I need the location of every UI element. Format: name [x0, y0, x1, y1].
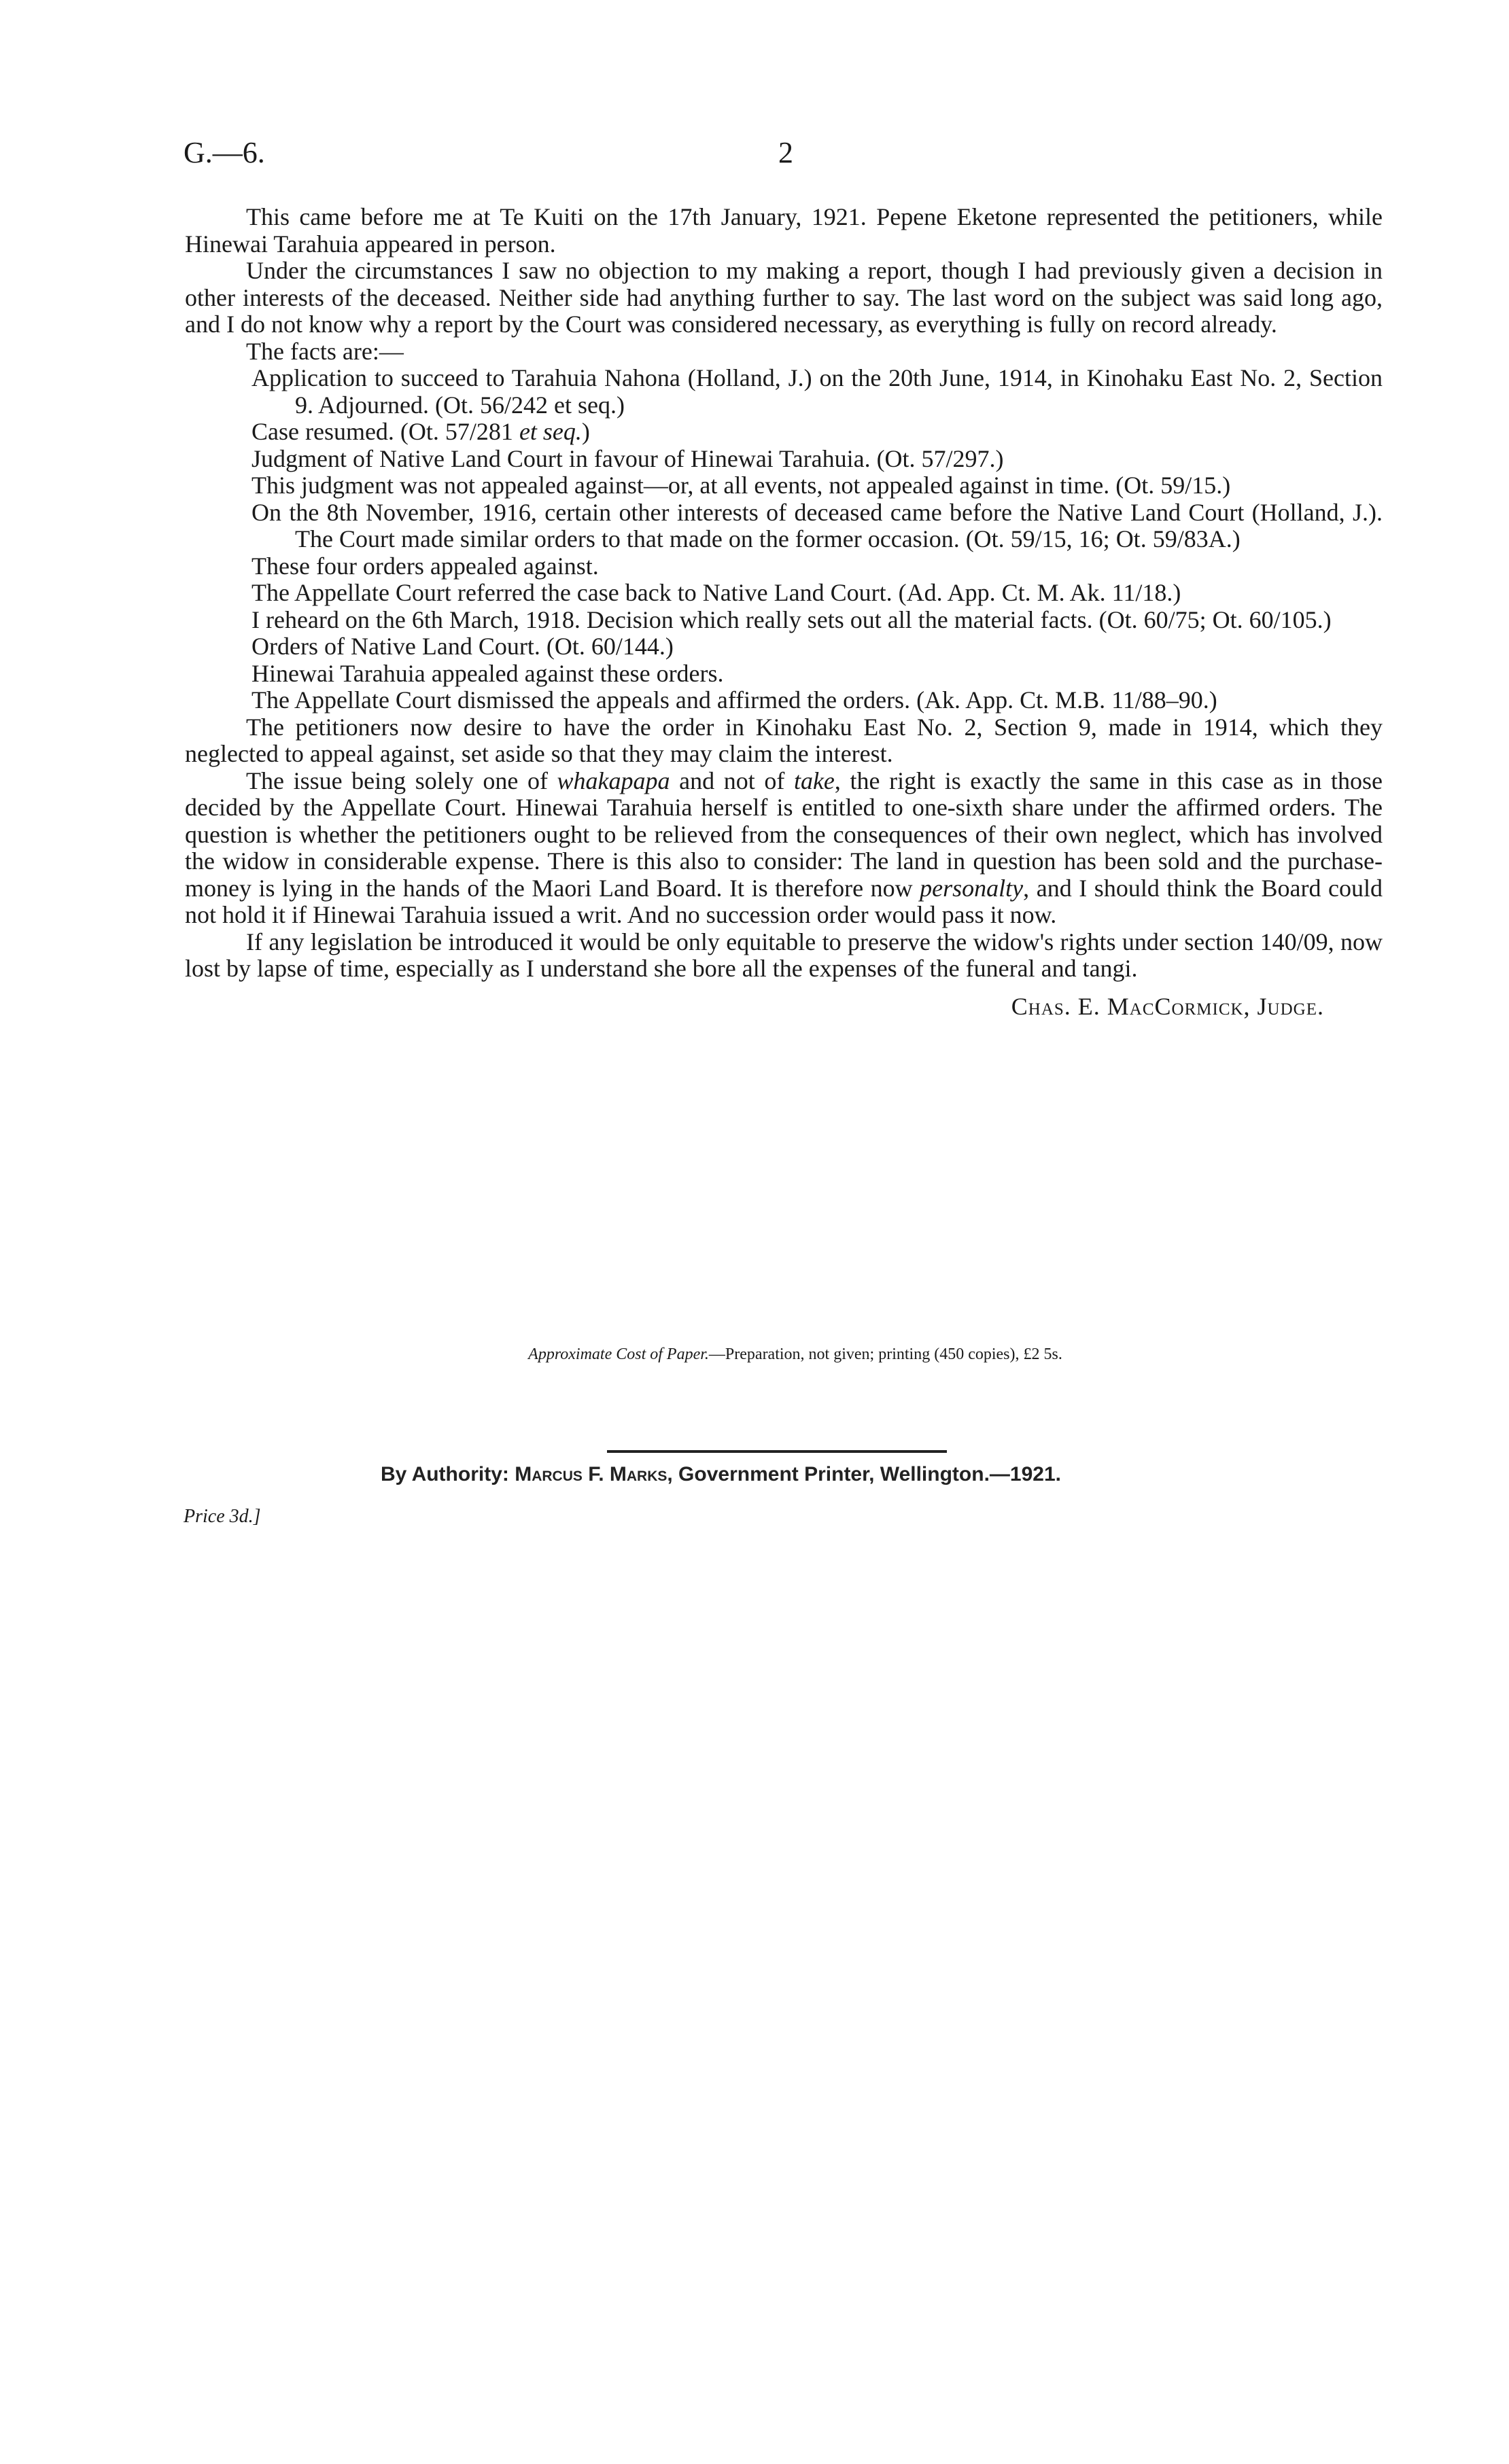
fact-item: Hinewai Tarahuia appealed against these orders.: [252, 659, 724, 687]
fact-item: I reheard on the 6th March, 1918. Decision which really sets out all the material facts. (Ot. 60/75; Ot. 60/105.): [252, 605, 1332, 633]
printer-name: Marcus F. Marks: [515, 1463, 667, 1485]
facts-heading: The facts are:—: [246, 337, 404, 365]
fact-item: This judgment was not appealed against—or, at all events, not appealed against in time. (Ot. 59/15.): [252, 472, 1231, 499]
page-number: 2: [778, 136, 793, 169]
cost-of-paper: [0, 1344, 1509, 1365]
divider-rule: [607, 1450, 947, 1453]
paragraph-legislation: If any legislation be introduced it would be only equitable to preserve the widow's rights under section 140/09, now lost by lapse of time, especially as I understand she bore all the expenses of the funeral and tangi.: [185, 928, 1383, 982]
cost-detail: —Preparation, not given; printing (450 copies), £2 5s.: [708, 1345, 1062, 1363]
facts-list: [185, 365, 1383, 714]
fact-item: Orders of Native Land Court. (Ot. 60/144.): [252, 633, 674, 660]
fact-item: The Appellate Court referred the case back to Native Land Court. (Ad. App. Ct. M. Ak. 11/18.): [252, 579, 1181, 606]
report-body: [185, 204, 1383, 1020]
printer-imprint: By Authority: Marcus F. Marks, Government Printer, Wellington.—1921.: [381, 1463, 1061, 1485]
fact-item: On the 8th November, 1916, certain other interests of deceased came before the Native Land Court (Holland, J.). The Court made similar orders to that made on the former occasion. (Ot. 59/15, 16; Ot. 59/83A.): [252, 498, 1383, 552]
judge-signature: Chas. E. MacCormick, Judge.: [1011, 992, 1324, 1020]
fact-item: These four orders appealed against.: [252, 552, 599, 580]
price: Price 3d.]: [184, 1506, 261, 1527]
paragraph-petitioners-desire: The petitioners now desire to have the order in Kinohaku East No. 2, Section 9, made in 1914, which they neglected to appeal against, set aside so that they may claim the interest.: [185, 713, 1383, 767]
paragraph-circumstances: Under the circumstances I saw no objection to my making a report, though I had previously given a decision in other interests of the deceased. Neither side had anything further to say. The last word on the subject was said long ago, and I do not know why a report by the Court was considered necessary, as everything is fully on record already.: [185, 257, 1383, 338]
paragraph-hearing: This came before me at Te Kuiti on the 17th January, 1921. Pepene Eketone represented the petitioners, while Hinewai Tarahuia appeared in person.: [185, 203, 1383, 258]
fact-item: Application to succeed to Tarahuia Nahona (Holland, J.) on the 20th June, 1914, in Kinohaku East No. 2, Section 9. Adjourned. (Ot. 56/242 et seq.): [252, 364, 1383, 419]
fact-item: The Appellate Court dismissed the appeals and affirmed the orders. (Ak. App. Ct. M.B. 11/88–90.): [252, 686, 1217, 714]
paragraph-issue: The issue being solely one of whakapapa and not of take, the right is exactly the same in this case as in those decided by the Appellate Court. Hinewai Tarahuia herself is entitled to one-sixth share under the affirmed orders. The question is whether the petitioners ought to be relieved from the consequences of their own neglect, which has involved the widow in considerable expense. There is this also to consider: The land in question has been sold and the purchase-money is lying in the hands of the Maori Land Board. It is therefore now personalty, and I should think the Board could not hold it if Hinewai Tarahuia issued a writ. And no succession order would pass it now.: [185, 767, 1383, 928]
fact-item: Judgment of Native Land Court in favour of Hinewai Tarahuia. (Ot. 57/297.): [252, 444, 1004, 472]
fact-item: Case resumed. (Ot. 57/281 et seq.): [252, 418, 590, 445]
document-reference: G.—6.: [184, 136, 265, 169]
cost-label: Approximate Cost of Paper.: [528, 1345, 709, 1363]
